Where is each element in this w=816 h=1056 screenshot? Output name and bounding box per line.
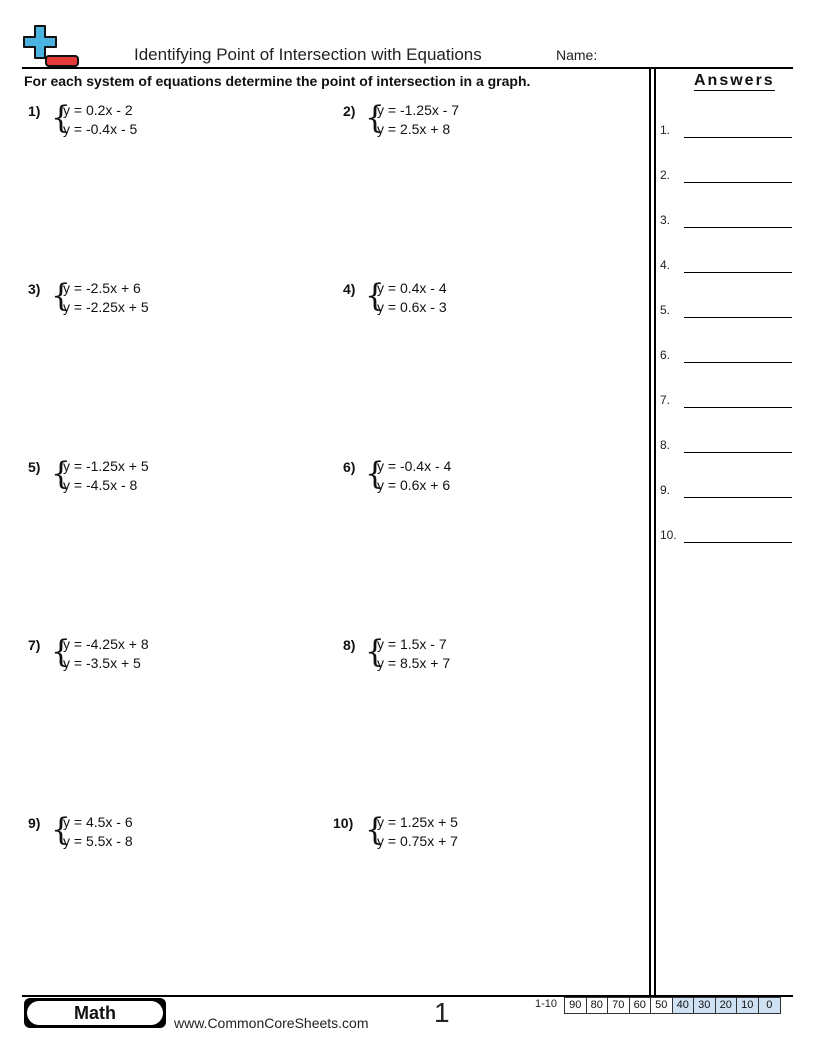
score-cell: 80 <box>587 998 609 1013</box>
equation-2: y = -0.4x - 5 <box>63 121 138 137</box>
answer-blank-4[interactable] <box>660 258 792 278</box>
system-brace: { <box>365 634 385 670</box>
problem-8 <box>343 635 623 675</box>
equation-1: y = 1.25x + 5 <box>377 814 458 830</box>
equation-system <box>377 457 451 495</box>
system-brace: { <box>51 278 71 314</box>
score-cell: 10 <box>737 998 759 1013</box>
problem-number: 5) <box>28 459 41 475</box>
answer-line <box>684 317 792 318</box>
answer-number: 3. <box>660 213 671 227</box>
equation-1: y = 4.5x - 6 <box>63 814 133 830</box>
equation-1: y = -1.25x + 5 <box>63 458 149 474</box>
website-url: www.CommonCoreSheets.com <box>174 1015 369 1031</box>
worksheet-title: Identifying Point of Intersection with Equations <box>134 45 482 64</box>
score-cell: 50 <box>651 998 673 1013</box>
equation-1: y = -2.5x + 6 <box>63 280 141 296</box>
problem-number: 1) <box>28 103 41 119</box>
subject-label: Math <box>27 1001 163 1025</box>
answer-line <box>684 227 792 228</box>
score-cell: 70 <box>608 998 630 1013</box>
problem-5 <box>28 457 308 497</box>
problem-number: 4) <box>343 281 356 297</box>
equation-1: y = -4.25x + 8 <box>63 636 149 652</box>
equation-2: y = 0.6x - 3 <box>377 299 447 315</box>
answer-number: 4. <box>660 258 671 272</box>
problem-1 <box>28 101 308 141</box>
header-divider <box>22 67 793 69</box>
answer-line <box>684 137 792 138</box>
answer-number: 1. <box>660 123 671 137</box>
answer-line <box>684 542 792 543</box>
problem-number: 2) <box>343 103 356 119</box>
equation-1: y = 1.5x - 7 <box>377 636 447 652</box>
problem-3 <box>28 279 308 319</box>
score-range-label: 1-10 <box>535 998 558 1010</box>
problem-number: 3) <box>28 281 41 297</box>
answer-column-divider-inner <box>654 69 656 996</box>
problem-number: 10) <box>333 815 354 831</box>
answer-number: 2. <box>660 168 671 182</box>
system-brace: { <box>51 456 71 492</box>
equation-system <box>63 813 133 851</box>
equation-2: y = -4.5x - 8 <box>63 477 138 493</box>
answer-blank-7[interactable] <box>660 393 792 413</box>
answer-line <box>684 407 792 408</box>
problem-2 <box>343 101 623 141</box>
equation-2: y = -2.25x + 5 <box>63 299 149 315</box>
answer-line <box>684 497 792 498</box>
equation-system <box>377 635 450 673</box>
problem-4 <box>343 279 623 319</box>
equation-2: y = 0.75x + 7 <box>377 833 458 849</box>
answer-number: 5. <box>660 303 671 317</box>
answer-blank-1[interactable] <box>660 123 792 143</box>
system-brace: { <box>365 278 385 314</box>
answer-number: 8. <box>660 438 671 452</box>
score-cell: 40 <box>673 998 695 1013</box>
score-cell: 90 <box>565 998 587 1013</box>
answer-blank-6[interactable] <box>660 348 792 368</box>
problem-10 <box>333 813 613 853</box>
system-brace: { <box>51 100 71 136</box>
score-cell: 30 <box>694 998 716 1013</box>
answer-line <box>684 182 792 183</box>
answer-blank-3[interactable] <box>660 213 792 233</box>
problem-number: 9) <box>28 815 41 831</box>
problem-number: 8) <box>343 637 356 653</box>
equation-system <box>63 457 149 495</box>
equation-system <box>377 813 458 851</box>
score-cell: 0 <box>759 998 781 1013</box>
system-brace: { <box>51 812 71 848</box>
equation-1: y = 0.2x - 2 <box>63 102 133 118</box>
answer-blank-5[interactable] <box>660 303 792 323</box>
equation-1: y = -1.25x - 7 <box>377 102 460 118</box>
page-number: 1 <box>434 997 450 1028</box>
problem-7 <box>28 635 308 675</box>
answer-number: 6. <box>660 348 671 362</box>
answer-line <box>684 362 792 363</box>
answers-heading: Answers <box>694 72 775 89</box>
plus-minus-logo-icon <box>22 24 80 70</box>
equation-system <box>377 279 447 317</box>
answer-number: 10. <box>660 528 677 542</box>
answer-line <box>684 452 792 453</box>
score-cell: 60 <box>630 998 652 1013</box>
system-brace: { <box>365 812 385 848</box>
answer-blank-9[interactable] <box>660 483 792 503</box>
equation-1: y = -0.4x - 4 <box>377 458 452 474</box>
answer-number: 7. <box>660 393 671 407</box>
answer-blank-2[interactable] <box>660 168 792 188</box>
problem-number: 6) <box>343 459 356 475</box>
problem-9 <box>28 813 308 853</box>
equation-2: y = 8.5x + 7 <box>377 655 451 671</box>
problem-number: 7) <box>28 637 41 653</box>
equation-system <box>63 101 137 139</box>
subject-badge <box>24 998 166 1028</box>
equation-2: y = 0.6x + 6 <box>377 477 451 493</box>
equation-2: y = 2.5x + 8 <box>377 121 451 137</box>
system-brace: { <box>51 634 71 670</box>
equation-1: y = 0.4x - 4 <box>377 280 447 296</box>
system-brace: { <box>365 100 385 136</box>
equation-system <box>63 279 149 317</box>
equation-system <box>377 101 459 139</box>
answer-blank-10[interactable] <box>660 528 792 548</box>
answer-line <box>684 272 792 273</box>
equation-2: y = 5.5x - 8 <box>63 833 133 849</box>
equation-2: y = -3.5x + 5 <box>63 655 141 671</box>
name-label: Name: <box>556 47 598 63</box>
system-brace: { <box>365 456 385 492</box>
equation-system <box>63 635 149 673</box>
answer-blank-8[interactable] <box>660 438 792 458</box>
answer-number: 9. <box>660 483 671 497</box>
answer-column-divider <box>649 69 651 996</box>
score-table <box>564 997 781 1014</box>
score-cell: 20 <box>716 998 738 1013</box>
instructions: For each system of equations determine the point of intersection in a graph. <box>24 73 531 89</box>
problem-6 <box>343 457 623 497</box>
